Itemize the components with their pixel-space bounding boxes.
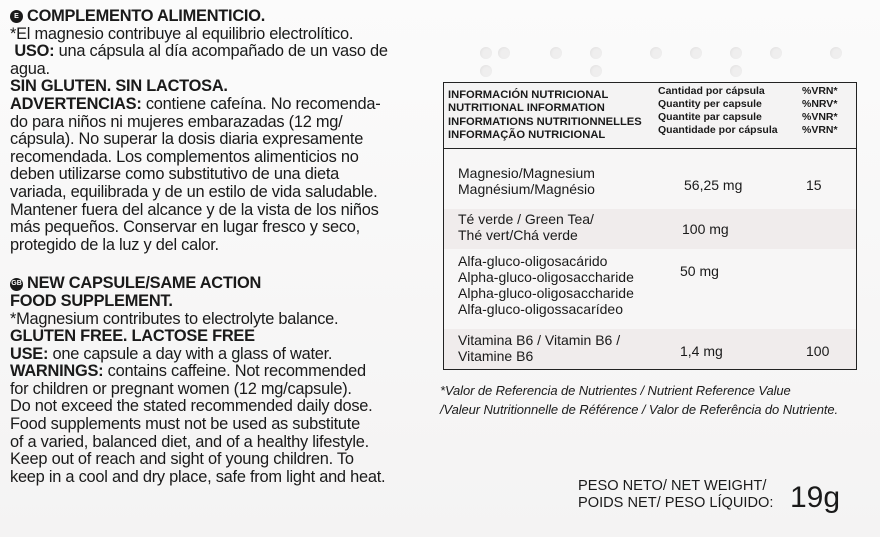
table-row	[444, 329, 856, 369]
english-claim: *Magnesium contributes to electrolyte balance.	[10, 309, 339, 328]
spanish-warning-line: variada, equilibrada y de un estilo de vida saludable.	[10, 182, 378, 201]
english-warning-line: Keep out of reach and sight of young children. To	[10, 450, 354, 469]
nutrient-name: Alfa-gluco-oligosacárido Alpha-gluco-oligosaccharide Alpha-gluco-oligosaccharide Alfa-gluco-oligossacarídeo	[458, 253, 634, 317]
reference-footnote	[440, 381, 838, 419]
english-usage: USE: one capsule a day with a glass of water.	[10, 344, 333, 363]
braille-dot	[690, 47, 702, 59]
spanish-warning-line: protegido de la luz y del calor.	[10, 235, 219, 254]
spanish-warning-line: Mantener fuera del alcance y de la vista de los niños	[10, 200, 379, 219]
english-warning-line: for children or pregnant women (12 mg/capsule).	[10, 379, 352, 398]
spanish-usage-cont: agua.	[10, 59, 50, 78]
nutrient-quantity: 1,4 mg	[680, 343, 723, 359]
braille-dot	[480, 47, 492, 59]
nutrition-table-header	[444, 83, 856, 149]
nutrition-table	[443, 82, 857, 370]
spanish-warnings: ADVERTENCIAS: contiene cafeína. No recomenda-	[10, 94, 381, 113]
spanish-warning-line: cápsula). No superar la dosis diaria expresamente	[10, 130, 364, 149]
braille-dot	[590, 65, 602, 77]
spanish-warning-line: más pequeños. Conservar en lugar fresco y seco,	[10, 218, 360, 237]
english-warnings: WARNINGS: contains caffeine. Not recommended	[10, 362, 366, 381]
nutrient-quantity: 56,25 mg	[684, 177, 743, 193]
table-row	[444, 253, 856, 327]
table-row	[444, 165, 856, 209]
braille-dot	[770, 47, 782, 59]
nutrient-name: Vitamina B6 / Vitamin B6 / Vitamine B6	[458, 332, 621, 364]
header-name-column: INFORMACIÓN NUTRICIONAL NUTRITIONAL INFORMATION INFORMATIONS NUTRITIONNELLES INFORMAÇÃO NUTRICIONAL	[448, 89, 642, 141]
spain-badge-icon: E	[10, 10, 23, 23]
braille-dot	[730, 47, 742, 59]
label-text-column	[10, 8, 405, 486]
nutrient-vrn: 15	[806, 177, 822, 193]
nutrient-name: Magnesio/Magnesium Magnésium/Magnésio	[458, 165, 595, 197]
table-row	[444, 209, 856, 249]
english-subtitle: FOOD SUPPLEMENT.	[10, 291, 173, 310]
braille-dot	[590, 47, 602, 59]
english-warning-line: keep in a cool and dry place, safe from light and heat.	[10, 467, 386, 486]
nutrient-quantity: 50 mg	[680, 263, 719, 279]
spanish-warning-line: recomendada. Los complementos alimenticios no	[10, 147, 359, 166]
english-title: NEW CAPSULE/SAME ACTION	[27, 274, 262, 293]
spanish-claim: *El magnesio contribuye al equilibrio electrolítico.	[10, 24, 354, 43]
braille-dot	[730, 65, 742, 77]
spanish-heading	[10, 8, 405, 26]
nutrient-vrn: 100	[806, 343, 830, 359]
nutrient-quantity: 100 mg	[682, 221, 729, 237]
english-heading	[10, 275, 405, 293]
braille-dot	[650, 47, 662, 59]
footnote-line: /Valeur Nutritionnelle de Référence / Valor de Referência do Nutriente.	[440, 402, 839, 417]
spanish-free-from: SIN GLUTEN. SIN LACTOSA.	[10, 77, 228, 96]
spanish-warning-line: deben utilizarse como substitutivo de una dieta	[10, 165, 340, 184]
english-warning-line: of a varied, balanced diet, and of a healthy lifestyle.	[10, 432, 369, 451]
uk-badge-icon: GB	[10, 278, 23, 291]
braille-dot	[830, 47, 842, 59]
braille-dot	[480, 65, 492, 77]
english-warning-line: Food supplements must not be used as substitute	[10, 415, 360, 434]
spanish-usage: USO: una cápsula al día acompañado de un vaso de	[14, 42, 388, 61]
header-vrn-column: %VRN* %NRV* %VNR* %VRN*	[802, 85, 838, 136]
net-weight-value: 19g	[790, 481, 841, 514]
net-weight-label: PESO NETO/ NET WEIGHT/ POIDS NET/ PESO LÍQUIDO:	[578, 478, 774, 511]
spanish-warning-line: do para niños ni mujeres embarazadas (12 mg/	[10, 112, 343, 131]
english-free-from: GLUTEN FREE. LACTOSE FREE	[10, 327, 255, 346]
footnote-line: *Valor de Referencia de Nutrientes / Nutrient Reference Value	[440, 383, 791, 398]
english-warning-line: Do not exceed the stated recommended daily dose.	[10, 397, 373, 416]
nutrient-name: Té verde / Green Tea/ Thé vert/Chá verde	[458, 211, 594, 243]
header-quantity-column: Cantidad por cápsula Quantity per capsule Quantite par capsule Quantidade por cápsula	[658, 85, 778, 136]
braille-dot	[550, 47, 562, 59]
spanish-title: COMPLEMENTO ALIMENTICIO.	[27, 7, 266, 25]
braille-dot	[498, 47, 510, 59]
